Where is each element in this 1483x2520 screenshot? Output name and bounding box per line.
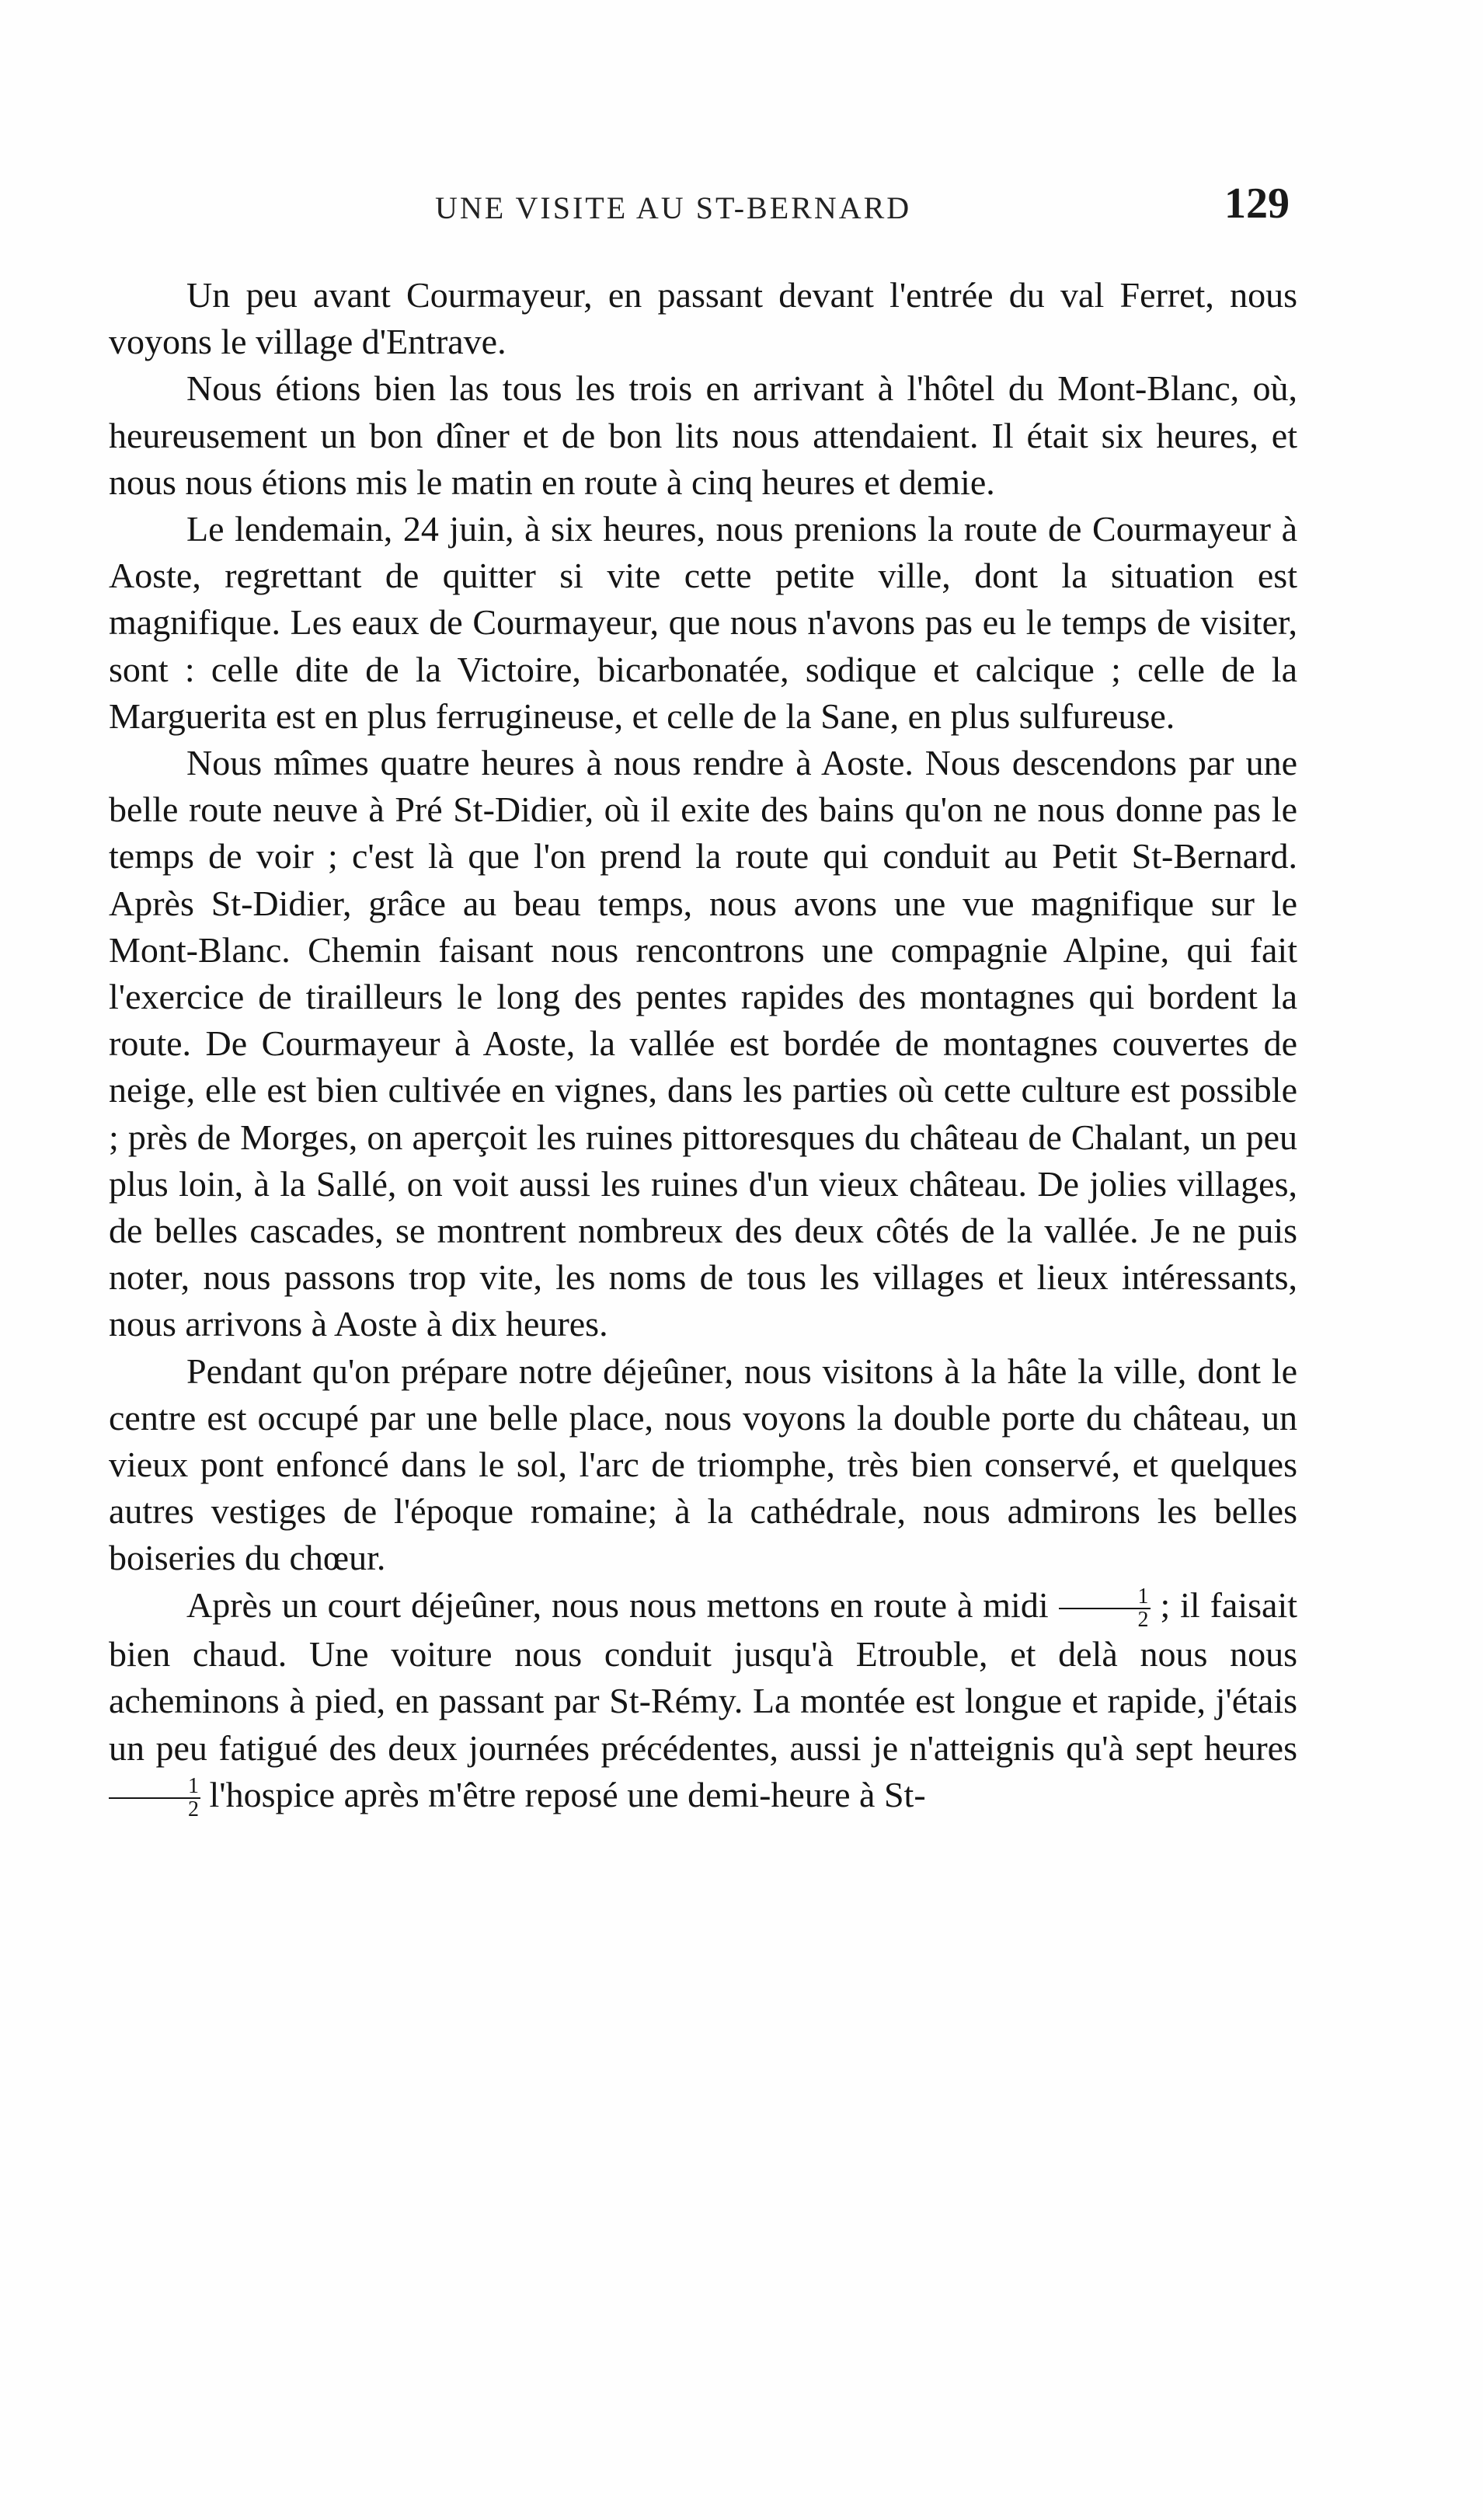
paragraph-text: ; il faisait bien chaud. Une voiture nous conduit jusqu'à Etrouble, et delà nous nous acheminons à pied, en passant par St-Rémy. La montée est longue et rapide, j'étais un peu fatigué des deux journées précédentes, aussi je n'atteignis qu'à sept heures (109, 1584, 1298, 1768)
paragraph-last (109, 1582, 1297, 1821)
paragraph: Nous étions bien las tous les trois en arrivant à l'hôtel du Mont-Blanc, où, heureusement un bon dîner et de bon lits nous attendaient. Il était six heures, et nous nous étions mis le matin en route à cinq heures et demie. (109, 368, 1297, 502)
fraction-numerator: 1 (109, 1776, 200, 1799)
paragraph: Un peu avant Courmayeur, en passant devant l'entrée du val Ferret, nous voyons le village d'Entrave. (109, 275, 1297, 362)
fraction-denominator: 2 (188, 1797, 199, 1822)
paragraph-text: l'hospice après m'être reposé une demi-heure à St- (209, 1774, 926, 1814)
fraction-denominator: 2 (1137, 1608, 1149, 1633)
running-head (109, 179, 1290, 241)
fraction-half (109, 1776, 200, 1821)
fraction-half (1059, 1586, 1151, 1631)
running-title: UNE VISITE AU ST-BERNARD (435, 190, 912, 225)
fraction-numerator: 1 (1059, 1586, 1151, 1609)
body-text (109, 272, 1297, 1821)
paragraph: Le lendemain, 24 juin, à six heures, nous prenions la route de Courmayeur à Aoste, regrettant de quitter si vite cette petite ville, dont la situation est magnifique. Les eaux de Courmayeur, que nous n'avons pas eu le temps de visiter, sont : celle dite de la Victoire, bicarbonatée, sodique et calcique ; celle de la Marguerita est en plus ferrugineuse, et celle de la Sane, en plus sulfureuse. (109, 509, 1297, 736)
paragraph: Pendant qu'on prépare notre déjeûner, nous visitons à la hâte la ville, dont le centre est occupé par une belle place, nous voyons la double porte du château, un vieux pont enfoncé dans le sol, l'arc de triomphe, très bien conservé, et quelques autres vestiges de l'époque romaine; à la cathédrale, nous admirons les belles boiseries du chœur. (109, 1351, 1297, 1578)
paragraph-text: Après un court déjeûner, nous nous mettons en route à midi (186, 1584, 1049, 1625)
paragraph: Nous mîmes quatre heures à nous rendre à Aoste. Nous descendons par une belle route neuve à Pré St-Didier, où il exite des bains qu'on ne nous donne pas le temps de voir ; c'est là que l'on prend la route qui conduit au Petit St-Bernard. Après St-Didier, grâce au beau temps, nous avons une vue magnifique sur le Mont-Blanc. Chemin faisant nous rencontrons une compagnie Alpine, qui fait l'exercice de tirailleurs le long des pentes rapides des montagnes qui bordent la route. De Courmayeur à Aoste, la vallée est bordée de montagnes couvertes de neige, elle est bien cultivée en vignes, dans les parties où cette culture est possible ; près de Morges, on aperçoit les ruines pittoresques du château de Chalant, un peu plus loin, à la Sallé, on voit aussi les ruines d'un vieux château. De jolies villages, de belles cascades, se montrent nombreux des deux côtés de la vallée. Je ne puis noter, nous passons trop vite, les noms de tous les villages et lieux intéressants, nous arrivons à Aoste à dix heures. (109, 743, 1297, 1344)
page-number: 129 (1224, 180, 1290, 228)
